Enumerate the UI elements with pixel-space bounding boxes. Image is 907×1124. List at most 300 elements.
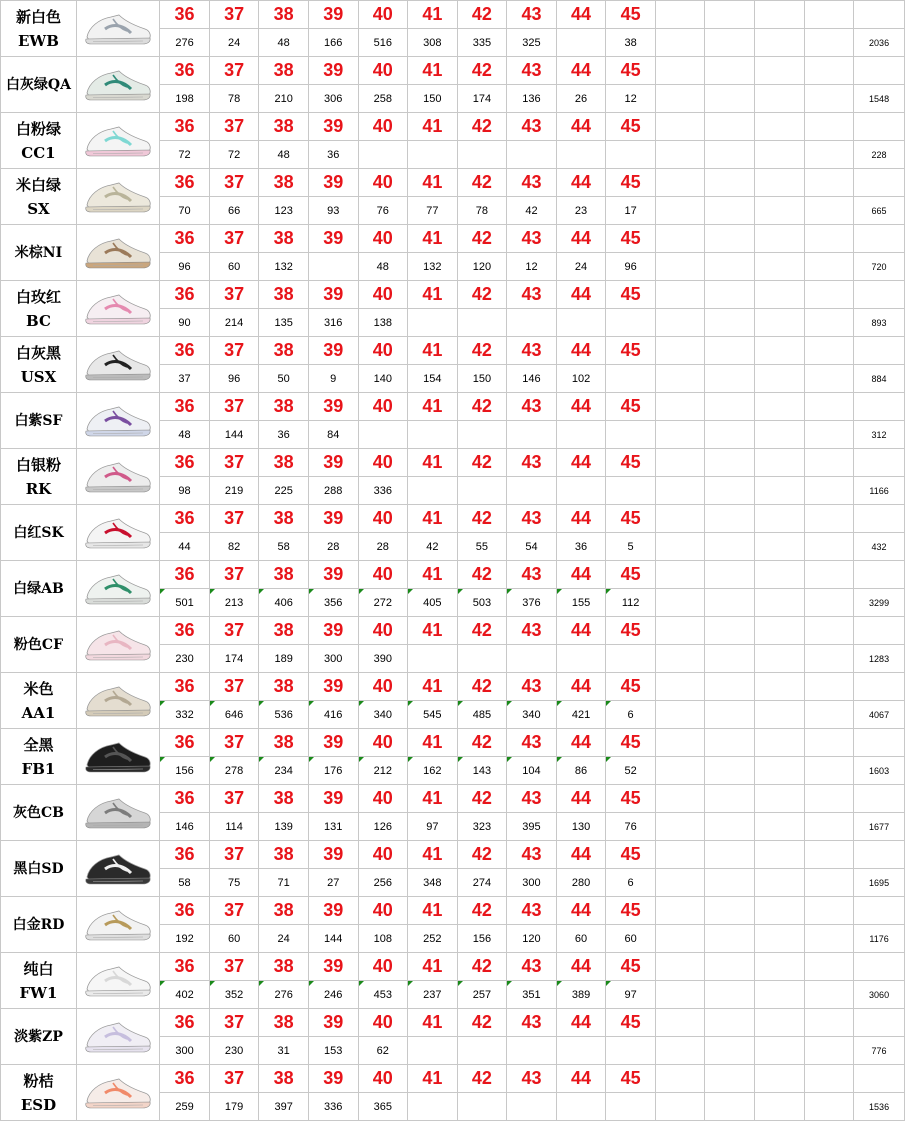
total-cell: 720 bbox=[854, 253, 905, 281]
empty-cell bbox=[655, 309, 705, 337]
quantity-cell: 96 bbox=[606, 253, 656, 281]
quantity-cell bbox=[457, 309, 507, 337]
quantity-cell bbox=[556, 309, 606, 337]
empty-cell bbox=[804, 1065, 854, 1093]
empty-cell bbox=[804, 477, 854, 505]
size-label: 45 bbox=[606, 561, 656, 589]
shoe-image bbox=[81, 343, 155, 387]
empty-cell bbox=[705, 141, 755, 169]
size-label: 42 bbox=[457, 561, 507, 589]
shoe-image bbox=[81, 455, 155, 499]
quantity-cell bbox=[408, 421, 458, 449]
empty-cell bbox=[804, 169, 854, 197]
size-label: 38 bbox=[259, 113, 309, 141]
quantity-cell: 348 bbox=[408, 869, 458, 897]
empty-cell bbox=[705, 841, 755, 869]
empty-cell bbox=[804, 729, 854, 757]
empty-cell bbox=[705, 1093, 755, 1121]
size-label: 44 bbox=[556, 897, 606, 925]
product-image-cell bbox=[76, 449, 159, 505]
size-label: 38 bbox=[259, 953, 309, 981]
quantity-cell bbox=[556, 29, 606, 57]
quantity-cell bbox=[507, 141, 557, 169]
product-name-line1: 灰色CB bbox=[12, 804, 64, 821]
total-cell: 3299 bbox=[854, 589, 905, 617]
empty-cell bbox=[705, 645, 755, 673]
empty-cell bbox=[655, 925, 705, 953]
size-label: 44 bbox=[556, 449, 606, 477]
size-label: 41 bbox=[408, 393, 458, 421]
shoe-image bbox=[81, 847, 155, 891]
empty-cell bbox=[755, 841, 805, 869]
size-row bbox=[1, 337, 905, 365]
empty-cell bbox=[804, 29, 854, 57]
size-label: 44 bbox=[556, 561, 606, 589]
size-label: 39 bbox=[308, 337, 358, 365]
quantity-cell: 123 bbox=[259, 197, 309, 225]
quantity-cell bbox=[457, 1037, 507, 1065]
product-name bbox=[1, 225, 77, 281]
quantity-cell: 132 bbox=[408, 253, 458, 281]
quantity-cell: 26 bbox=[556, 85, 606, 113]
size-label: 45 bbox=[606, 897, 656, 925]
quantity-cell: 138 bbox=[358, 309, 408, 337]
product-image-cell bbox=[76, 1, 159, 57]
quantity-cell: 276 bbox=[160, 29, 210, 57]
quantity-cell: 308 bbox=[408, 29, 458, 57]
quantity-cell: 516 bbox=[358, 29, 408, 57]
empty-cell bbox=[804, 645, 854, 673]
quantity-cell bbox=[606, 1093, 656, 1121]
quantity-cell: 230 bbox=[160, 645, 210, 673]
empty-cell bbox=[854, 897, 905, 925]
quantity-cell: 336 bbox=[308, 1093, 358, 1121]
quantity-cell: 42 bbox=[408, 533, 458, 561]
total-cell: 776 bbox=[854, 1037, 905, 1065]
size-label: 36 bbox=[160, 57, 210, 85]
size-label: 39 bbox=[308, 561, 358, 589]
size-label: 44 bbox=[556, 1, 606, 29]
product-name bbox=[1, 1009, 77, 1065]
product-image-cell bbox=[76, 169, 159, 225]
product-name bbox=[1, 1, 77, 57]
quantity-cell: 76 bbox=[358, 197, 408, 225]
quantity-cell: 340 bbox=[507, 701, 557, 729]
size-label: 41 bbox=[408, 1, 458, 29]
empty-cell bbox=[705, 533, 755, 561]
size-label: 45 bbox=[606, 617, 656, 645]
quantity-cell: 144 bbox=[209, 421, 259, 449]
product-name-line1: 白灰绿QA bbox=[5, 76, 71, 93]
size-label: 36 bbox=[160, 729, 210, 757]
size-label: 40 bbox=[358, 897, 408, 925]
empty-cell bbox=[854, 953, 905, 981]
size-label: 45 bbox=[606, 169, 656, 197]
size-row bbox=[1, 561, 905, 589]
size-label: 39 bbox=[308, 57, 358, 85]
quantity-cell: 376 bbox=[507, 589, 557, 617]
product-name-line1: 白粉绿 bbox=[15, 119, 61, 138]
empty-cell bbox=[705, 813, 755, 841]
quantity-cell: 276 bbox=[259, 981, 309, 1009]
quantity-cell: 402 bbox=[160, 981, 210, 1009]
quantity-cell: 140 bbox=[358, 365, 408, 393]
product-image-cell bbox=[76, 897, 159, 953]
empty-cell bbox=[755, 29, 805, 57]
quantity-cell: 405 bbox=[408, 589, 458, 617]
size-row bbox=[1, 169, 905, 197]
empty-cell bbox=[804, 309, 854, 337]
quantity-cell: 485 bbox=[457, 701, 507, 729]
empty-cell bbox=[655, 393, 705, 421]
empty-cell bbox=[854, 841, 905, 869]
empty-cell bbox=[755, 1, 805, 29]
size-label: 38 bbox=[259, 673, 309, 701]
empty-cell bbox=[854, 113, 905, 141]
product-code: EWB bbox=[17, 31, 59, 50]
quantity-cell bbox=[358, 421, 408, 449]
size-label: 43 bbox=[507, 1, 557, 29]
size-label: 42 bbox=[457, 449, 507, 477]
size-label: 45 bbox=[606, 337, 656, 365]
size-label: 37 bbox=[209, 337, 259, 365]
quantity-cell bbox=[507, 421, 557, 449]
shoe-image bbox=[81, 1071, 155, 1115]
quantity-cell bbox=[556, 421, 606, 449]
product-name-line1: 白红SK bbox=[13, 524, 64, 541]
empty-cell bbox=[755, 365, 805, 393]
size-label: 40 bbox=[358, 561, 408, 589]
size-label: 45 bbox=[606, 505, 656, 533]
quantity-cell: 144 bbox=[308, 925, 358, 953]
empty-cell bbox=[705, 225, 755, 253]
quantity-cell: 78 bbox=[209, 85, 259, 113]
empty-cell bbox=[705, 561, 755, 589]
shoe-image bbox=[81, 7, 155, 51]
total-cell: 1283 bbox=[854, 645, 905, 673]
empty-cell bbox=[804, 85, 854, 113]
empty-cell bbox=[655, 113, 705, 141]
empty-cell bbox=[804, 1009, 854, 1037]
product-code: FB1 bbox=[21, 759, 56, 778]
quantity-cell: 62 bbox=[358, 1037, 408, 1065]
empty-cell bbox=[804, 449, 854, 477]
size-row bbox=[1, 1009, 905, 1037]
size-row bbox=[1, 113, 905, 141]
quantity-cell: 252 bbox=[408, 925, 458, 953]
size-label: 37 bbox=[209, 673, 259, 701]
size-label: 42 bbox=[457, 505, 507, 533]
total-cell: 665 bbox=[854, 197, 905, 225]
size-label: 42 bbox=[457, 393, 507, 421]
size-label: 42 bbox=[457, 57, 507, 85]
quantity-cell: 198 bbox=[160, 85, 210, 113]
empty-cell bbox=[655, 701, 705, 729]
size-label: 42 bbox=[457, 169, 507, 197]
size-label: 39 bbox=[308, 953, 358, 981]
quantity-cell: 259 bbox=[160, 1093, 210, 1121]
size-label: 38 bbox=[259, 729, 309, 757]
quantity-cell: 12 bbox=[606, 85, 656, 113]
empty-cell bbox=[755, 589, 805, 617]
size-label: 38 bbox=[259, 169, 309, 197]
size-label: 44 bbox=[556, 1065, 606, 1093]
quantity-cell: 75 bbox=[209, 869, 259, 897]
quantity-cell bbox=[606, 645, 656, 673]
quantity-cell bbox=[606, 477, 656, 505]
empty-cell bbox=[804, 925, 854, 953]
empty-cell bbox=[804, 617, 854, 645]
quantity-cell: 114 bbox=[209, 813, 259, 841]
size-label: 39 bbox=[308, 225, 358, 253]
quantity-cell: 256 bbox=[358, 869, 408, 897]
size-label: 36 bbox=[160, 785, 210, 813]
size-label: 45 bbox=[606, 449, 656, 477]
quantity-cell: 416 bbox=[308, 701, 358, 729]
empty-cell bbox=[705, 57, 755, 85]
product-image-cell bbox=[76, 953, 159, 1009]
quantity-cell: 58 bbox=[160, 869, 210, 897]
quantity-cell: 153 bbox=[308, 1037, 358, 1065]
quantity-cell: 78 bbox=[457, 197, 507, 225]
total-cell: 1603 bbox=[854, 757, 905, 785]
empty-cell bbox=[755, 645, 805, 673]
size-label: 38 bbox=[259, 225, 309, 253]
empty-cell bbox=[804, 841, 854, 869]
quantity-cell: 36 bbox=[556, 533, 606, 561]
size-label: 37 bbox=[209, 1009, 259, 1037]
size-label: 39 bbox=[308, 729, 358, 757]
size-label: 42 bbox=[457, 673, 507, 701]
quantity-cell: 17 bbox=[606, 197, 656, 225]
quantity-cell bbox=[606, 309, 656, 337]
empty-cell bbox=[804, 785, 854, 813]
size-label: 43 bbox=[507, 897, 557, 925]
size-row bbox=[1, 673, 905, 701]
empty-cell bbox=[755, 757, 805, 785]
empty-cell bbox=[655, 1, 705, 29]
quantity-cell: 397 bbox=[259, 1093, 309, 1121]
size-label: 38 bbox=[259, 449, 309, 477]
size-label: 43 bbox=[507, 169, 557, 197]
size-label: 36 bbox=[160, 1009, 210, 1037]
product-name-line1: 纯白 bbox=[23, 959, 54, 978]
empty-cell bbox=[705, 337, 755, 365]
size-label: 40 bbox=[358, 169, 408, 197]
quantity-cell: 356 bbox=[308, 589, 358, 617]
empty-cell bbox=[655, 197, 705, 225]
quantity-cell: 230 bbox=[209, 1037, 259, 1065]
quantity-cell: 102 bbox=[556, 365, 606, 393]
size-label: 36 bbox=[160, 113, 210, 141]
empty-cell bbox=[854, 505, 905, 533]
size-label: 40 bbox=[358, 1009, 408, 1037]
size-label: 36 bbox=[160, 505, 210, 533]
quantity-cell bbox=[606, 1037, 656, 1065]
size-row bbox=[1, 729, 905, 757]
quantity-cell: 77 bbox=[408, 197, 458, 225]
empty-cell bbox=[804, 1, 854, 29]
quantity-cell: 176 bbox=[308, 757, 358, 785]
empty-cell bbox=[705, 365, 755, 393]
quantity-cell: 55 bbox=[457, 533, 507, 561]
size-label: 41 bbox=[408, 785, 458, 813]
size-label: 37 bbox=[209, 225, 259, 253]
product-name bbox=[1, 561, 77, 617]
empty-cell bbox=[755, 309, 805, 337]
total-cell: 1695 bbox=[854, 869, 905, 897]
size-row bbox=[1, 953, 905, 981]
size-label: 40 bbox=[358, 393, 408, 421]
quantity-cell: 28 bbox=[308, 533, 358, 561]
quantity-cell: 146 bbox=[160, 813, 210, 841]
size-row bbox=[1, 449, 905, 477]
empty-cell bbox=[755, 701, 805, 729]
empty-cell bbox=[655, 1065, 705, 1093]
size-label: 36 bbox=[160, 617, 210, 645]
size-label: 37 bbox=[209, 57, 259, 85]
size-label: 41 bbox=[408, 449, 458, 477]
size-label: 42 bbox=[457, 785, 507, 813]
size-label: 43 bbox=[507, 561, 557, 589]
total-cell: 884 bbox=[854, 365, 905, 393]
empty-cell bbox=[705, 505, 755, 533]
quantity-cell: 278 bbox=[209, 757, 259, 785]
empty-cell bbox=[755, 561, 805, 589]
quantity-cell: 97 bbox=[408, 813, 458, 841]
quantity-cell: 146 bbox=[507, 365, 557, 393]
quantity-cell: 72 bbox=[209, 141, 259, 169]
shoe-image bbox=[81, 567, 155, 611]
quantity-cell bbox=[556, 1093, 606, 1121]
size-label: 38 bbox=[259, 1009, 309, 1037]
empty-cell bbox=[655, 169, 705, 197]
quantity-cell: 192 bbox=[160, 925, 210, 953]
empty-cell bbox=[655, 85, 705, 113]
quantity-cell bbox=[408, 645, 458, 673]
quantity-cell: 306 bbox=[308, 85, 358, 113]
total-cell: 893 bbox=[854, 309, 905, 337]
product-name bbox=[1, 785, 77, 841]
quantity-cell bbox=[507, 1093, 557, 1121]
quantity-cell: 24 bbox=[259, 925, 309, 953]
empty-cell bbox=[854, 281, 905, 309]
size-label: 36 bbox=[160, 1065, 210, 1093]
empty-cell bbox=[655, 813, 705, 841]
product-name-line1: 新白色 bbox=[15, 7, 61, 26]
empty-cell bbox=[705, 1, 755, 29]
product-name-line1: 白金RD bbox=[12, 916, 65, 933]
empty-cell bbox=[804, 365, 854, 393]
size-label: 36 bbox=[160, 393, 210, 421]
quantity-cell: 210 bbox=[259, 85, 309, 113]
quantity-cell: 179 bbox=[209, 1093, 259, 1121]
size-label: 37 bbox=[209, 785, 259, 813]
quantity-cell bbox=[457, 645, 507, 673]
quantity-cell: 135 bbox=[259, 309, 309, 337]
quantity-cell: 58 bbox=[259, 533, 309, 561]
size-label: 40 bbox=[358, 1, 408, 29]
empty-cell bbox=[755, 1065, 805, 1093]
shoe-image bbox=[81, 399, 155, 443]
size-label: 43 bbox=[507, 729, 557, 757]
size-label: 40 bbox=[358, 673, 408, 701]
quantity-cell: 60 bbox=[606, 925, 656, 953]
empty-cell bbox=[755, 869, 805, 897]
quantity-cell: 112 bbox=[606, 589, 656, 617]
empty-cell bbox=[804, 589, 854, 617]
size-label: 39 bbox=[308, 617, 358, 645]
quantity-cell: 98 bbox=[160, 477, 210, 505]
quantity-cell: 36 bbox=[259, 421, 309, 449]
empty-cell bbox=[655, 953, 705, 981]
size-label: 40 bbox=[358, 449, 408, 477]
quantity-cell: 96 bbox=[160, 253, 210, 281]
quantity-cell bbox=[457, 421, 507, 449]
empty-cell bbox=[655, 645, 705, 673]
size-row bbox=[1, 1, 905, 29]
empty-cell bbox=[705, 617, 755, 645]
empty-cell bbox=[755, 113, 805, 141]
size-label: 36 bbox=[160, 841, 210, 869]
product-image-cell bbox=[76, 1009, 159, 1065]
product-image-cell bbox=[76, 785, 159, 841]
quantity-cell bbox=[408, 141, 458, 169]
empty-cell bbox=[755, 925, 805, 953]
size-label: 43 bbox=[507, 505, 557, 533]
empty-cell bbox=[705, 477, 755, 505]
size-label: 39 bbox=[308, 281, 358, 309]
quantity-cell: 390 bbox=[358, 645, 408, 673]
quantity-cell: 219 bbox=[209, 477, 259, 505]
quantity-cell: 174 bbox=[457, 85, 507, 113]
product-name-line1: 白绿AB bbox=[13, 580, 64, 597]
quantity-cell: 154 bbox=[408, 365, 458, 393]
size-label: 39 bbox=[308, 897, 358, 925]
quantity-cell: 225 bbox=[259, 477, 309, 505]
quantity-cell: 280 bbox=[556, 869, 606, 897]
size-row bbox=[1, 897, 905, 925]
product-image-cell bbox=[76, 225, 159, 281]
size-label: 36 bbox=[160, 1, 210, 29]
shoe-image bbox=[81, 959, 155, 1003]
size-row bbox=[1, 57, 905, 85]
quantity-cell bbox=[457, 141, 507, 169]
quantity-cell: 48 bbox=[358, 253, 408, 281]
empty-cell bbox=[705, 953, 755, 981]
size-label: 40 bbox=[358, 505, 408, 533]
empty-cell bbox=[804, 281, 854, 309]
quantity-cell: 213 bbox=[209, 589, 259, 617]
empty-cell bbox=[655, 365, 705, 393]
empty-cell bbox=[804, 561, 854, 589]
quantity-cell: 23 bbox=[556, 197, 606, 225]
quantity-cell: 120 bbox=[457, 253, 507, 281]
empty-cell bbox=[755, 897, 805, 925]
quantity-cell: 104 bbox=[507, 757, 557, 785]
quantity-cell: 97 bbox=[606, 981, 656, 1009]
empty-cell bbox=[755, 421, 805, 449]
product-name bbox=[1, 393, 77, 449]
quantity-cell: 9 bbox=[308, 365, 358, 393]
empty-cell bbox=[755, 813, 805, 841]
empty-cell bbox=[655, 141, 705, 169]
quantity-cell: 44 bbox=[160, 533, 210, 561]
size-label: 37 bbox=[209, 1, 259, 29]
size-label: 40 bbox=[358, 225, 408, 253]
quantity-cell: 300 bbox=[507, 869, 557, 897]
empty-cell bbox=[755, 477, 805, 505]
